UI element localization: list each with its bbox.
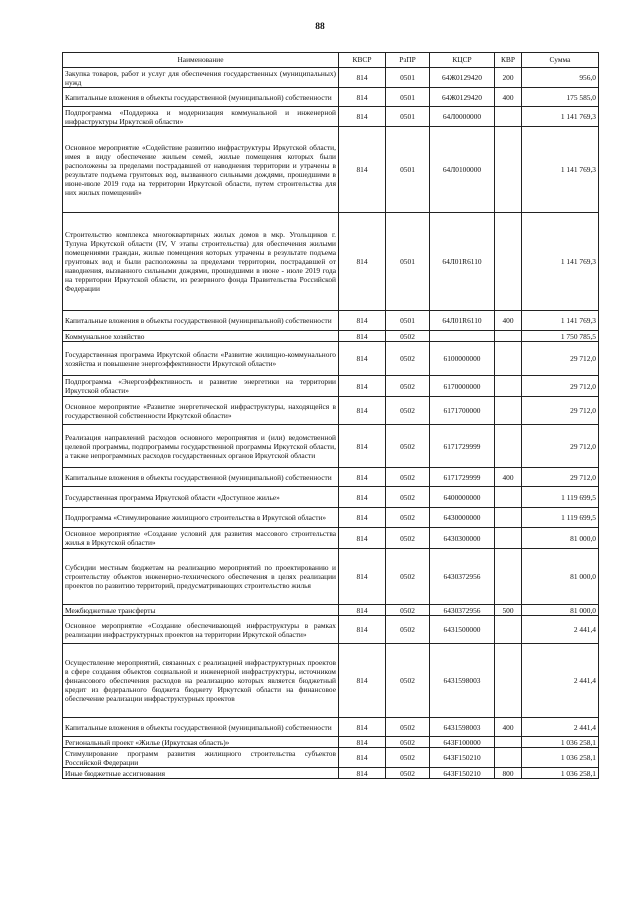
row-name-cell: Региональный проект «Жилье (Иркутская область)»	[63, 737, 339, 748]
row-kcsr-cell: 6400000000	[430, 487, 495, 508]
table-body	[63, 68, 599, 779]
row-rzpr-cell: 0502	[386, 425, 430, 468]
row-kvr-cell: 200	[495, 68, 522, 88]
row-name-cell: Капитальные вложения в объекты государственной (муниципальной) собственности	[63, 311, 339, 331]
row-kvsr-cell: 814	[339, 605, 386, 616]
row-kcsr-cell: 643F150210	[430, 748, 495, 768]
table-row	[63, 88, 599, 107]
col-header-name: Наименование	[63, 53, 339, 68]
row-kvsr-cell: 814	[339, 342, 386, 376]
row-rzpr-cell: 0501	[386, 88, 430, 107]
row-kcsr-cell: 643F150210	[430, 768, 495, 779]
budget-table	[62, 52, 599, 779]
page-number: 88	[315, 22, 325, 32]
table-row	[63, 748, 599, 768]
row-rzpr-cell: 0501	[386, 107, 430, 127]
row-kvsr-cell: 814	[339, 508, 386, 528]
table-row	[63, 616, 599, 644]
row-kvr-cell: 400	[495, 88, 522, 107]
row-sum-cell: 2 441,4	[522, 644, 599, 718]
row-kcsr-cell: 6430372956	[430, 605, 495, 616]
row-sum-cell: 1 036 258,1	[522, 768, 599, 779]
row-sum-cell: 2 441,4	[522, 616, 599, 644]
row-kvr-cell: 400	[495, 311, 522, 331]
row-kvsr-cell: 814	[339, 107, 386, 127]
row-kvr-cell	[495, 342, 522, 376]
table-row	[63, 397, 599, 425]
row-name-cell: Подпрограмма «Энергоэффективность и развитие энергетики на территории Иркутской области»	[63, 376, 339, 397]
row-kvr-cell	[495, 127, 522, 213]
row-sum-cell: 1 119 699,5	[522, 487, 599, 508]
row-sum-cell: 175 585,0	[522, 88, 599, 107]
table-row	[63, 376, 599, 397]
row-rzpr-cell: 0502	[386, 768, 430, 779]
row-kvsr-cell: 814	[339, 425, 386, 468]
row-kcsr-cell: 643F100000	[430, 737, 495, 748]
table-row	[63, 311, 599, 331]
table-row	[63, 768, 599, 779]
row-name-cell: Стимулирование программ развития жилищного строительства субъектов Российской Федерации	[63, 748, 339, 768]
row-name-cell: Закупка товаров, работ и услуг для обеспечения государственных (муниципальных) нужд	[63, 68, 339, 88]
row-sum-cell: 1 141 769,3	[522, 107, 599, 127]
row-rzpr-cell: 0501	[386, 68, 430, 88]
row-sum-cell: 29 712,0	[522, 425, 599, 468]
row-rzpr-cell: 0502	[386, 468, 430, 487]
row-sum-cell: 1 750 785,5	[522, 331, 599, 342]
row-kvsr-cell: 814	[339, 127, 386, 213]
header-row	[63, 53, 599, 68]
row-sum-cell: 29 712,0	[522, 376, 599, 397]
row-kcsr-cell: 6430372956	[430, 549, 495, 605]
row-kvsr-cell: 814	[339, 616, 386, 644]
row-kcsr-cell: 6431598003	[430, 718, 495, 737]
row-kcsr-cell: 6170000000	[430, 376, 495, 397]
table-row	[63, 528, 599, 549]
table-row	[63, 331, 599, 342]
row-rzpr-cell: 0501	[386, 213, 430, 311]
row-kvsr-cell: 814	[339, 768, 386, 779]
row-kcsr-cell: 64Л01R6110	[430, 311, 495, 331]
row-kvr-cell	[495, 487, 522, 508]
row-kvr-cell	[495, 644, 522, 718]
row-kvsr-cell: 814	[339, 549, 386, 605]
row-kvr-cell: 800	[495, 768, 522, 779]
row-kcsr-cell: 6430000000	[430, 508, 495, 528]
row-kvr-cell: 500	[495, 605, 522, 616]
row-sum-cell: 1 141 769,3	[522, 127, 599, 213]
row-rzpr-cell: 0501	[386, 311, 430, 331]
row-rzpr-cell: 0502	[386, 737, 430, 748]
row-kvsr-cell: 814	[339, 68, 386, 88]
col-header-kcsr: КЦСР	[430, 53, 495, 68]
row-rzpr-cell: 0502	[386, 718, 430, 737]
row-sum-cell: 1 141 769,3	[522, 213, 599, 311]
row-rzpr-cell: 0502	[386, 616, 430, 644]
row-sum-cell: 81 000,0	[522, 549, 599, 605]
table-row	[63, 425, 599, 468]
row-kvsr-cell: 814	[339, 737, 386, 748]
row-kvsr-cell: 814	[339, 528, 386, 549]
row-kvsr-cell: 814	[339, 644, 386, 718]
row-kvr-cell	[495, 616, 522, 644]
row-kvsr-cell: 814	[339, 397, 386, 425]
row-kvsr-cell: 814	[339, 487, 386, 508]
row-name-cell: Государственная программа Иркутской области «Развитие жилищно-коммунального хозяйства и повышение энергоэффективности Иркутской области»	[63, 342, 339, 376]
row-sum-cell: 81 000,0	[522, 605, 599, 616]
row-name-cell: Основное мероприятие «Создание обеспечивающей инфраструктуры в рамках реализации инфраструктурных проектов на территории Иркутской области»	[63, 616, 339, 644]
row-kcsr-cell: 6171700000	[430, 397, 495, 425]
row-kvsr-cell: 814	[339, 718, 386, 737]
row-name-cell: Основное мероприятие «Развитие энергетической инфраструктуры, находящейся в государственной собственности Иркутской области»	[63, 397, 339, 425]
row-kvr-cell	[495, 331, 522, 342]
row-kvr-cell	[495, 549, 522, 605]
row-kvsr-cell: 814	[339, 376, 386, 397]
row-name-cell: Иные бюджетные ассигнования	[63, 768, 339, 779]
row-kcsr-cell	[430, 331, 495, 342]
col-header-kvsr: КВСР	[339, 53, 386, 68]
table-row	[63, 127, 599, 213]
row-rzpr-cell: 0502	[386, 605, 430, 616]
row-kcsr-cell: 64Ж0129420	[430, 88, 495, 107]
row-kvsr-cell: 814	[339, 748, 386, 768]
row-kvr-cell	[495, 107, 522, 127]
row-name-cell: Коммунальное хозяйство	[63, 331, 339, 342]
row-kvsr-cell: 814	[339, 331, 386, 342]
row-sum-cell: 1 119 699,5	[522, 508, 599, 528]
row-name-cell: Межбюджетные трансферты	[63, 605, 339, 616]
row-name-cell: Капитальные вложения в объекты государственной (муниципальной) собственности	[63, 88, 339, 107]
row-name-cell: Капитальные вложения в объекты государственной (муниципальной) собственности	[63, 718, 339, 737]
row-name-cell: Капитальные вложения в объекты государственной (муниципальной) собственности	[63, 468, 339, 487]
row-sum-cell: 29 712,0	[522, 468, 599, 487]
row-kcsr-cell: 64Ж0129420	[430, 68, 495, 88]
row-sum-cell: 1 141 769,3	[522, 311, 599, 331]
row-kvsr-cell: 814	[339, 468, 386, 487]
row-kcsr-cell: 64Л0000000	[430, 107, 495, 127]
row-kcsr-cell: 6431500000	[430, 616, 495, 644]
row-kvr-cell	[495, 528, 522, 549]
row-name-cell: Государственная программа Иркутской области «Доступное жилье»	[63, 487, 339, 508]
table-row	[63, 644, 599, 718]
row-rzpr-cell: 0502	[386, 644, 430, 718]
row-kcsr-cell: 6431598003	[430, 644, 495, 718]
row-kvr-cell: 400	[495, 468, 522, 487]
row-sum-cell: 81 000,0	[522, 528, 599, 549]
row-sum-cell: 956,0	[522, 68, 599, 88]
row-kvr-cell	[495, 737, 522, 748]
row-rzpr-cell: 0502	[386, 549, 430, 605]
table-row	[63, 508, 599, 528]
row-rzpr-cell: 0502	[386, 487, 430, 508]
row-rzpr-cell: 0502	[386, 331, 430, 342]
row-rzpr-cell: 0502	[386, 748, 430, 768]
row-kvr-cell	[495, 425, 522, 468]
row-name-cell: Осуществление мероприятий, связанных с реализацией инфраструктурных проектов в сфере создания объектов социальной и инженерной инфраструктуры, источником финансового обеспечения расходов на реализацию которых является бюджетный кредит из федерального бюджета бюджету Иркутской области на финансовое обеспечение реализации инфраструктурных проектов	[63, 644, 339, 718]
row-rzpr-cell: 0502	[386, 508, 430, 528]
row-sum-cell: 29 712,0	[522, 397, 599, 425]
table-row	[63, 718, 599, 737]
col-header-kvr: КВР	[495, 53, 522, 68]
table-row	[63, 342, 599, 376]
row-name-cell: Строительство комплекса многоквартирных жилых домов в мкр. Угольщиков г. Тулуна Иркутской области (IV, V этапы строительства) для обеспечения жилыми помещениями граждан, жилые помещения которых утрачены в результате подъема грунтовых вод и были расположены за пределами территории, пострадавшей от наводнения, вызванного сильными дождями, прошедшими в июне - июле 2019 года на территории Иркутской области, из резервного фонда Правительства Российской Федерации	[63, 213, 339, 311]
row-sum-cell: 1 036 258,1	[522, 737, 599, 748]
table-row	[63, 213, 599, 311]
row-sum-cell: 29 712,0	[522, 342, 599, 376]
row-kvr-cell: 400	[495, 718, 522, 737]
row-kvsr-cell: 814	[339, 88, 386, 107]
col-header-sum: Сумма	[522, 53, 599, 68]
row-name-cell: Подпрограмма «Стимулирование жилищного строительства в Иркутской области»	[63, 508, 339, 528]
table-row	[63, 737, 599, 748]
table-header	[63, 53, 599, 68]
row-kcsr-cell: 6100000000	[430, 342, 495, 376]
row-name-cell: Субсидии местным бюджетам на реализацию мероприятий по проектированию и строительству объектов инженерно-технического обеспечения в целях реализации проектов по развитию территорий, предусматривающих строительство жилья	[63, 549, 339, 605]
row-kcsr-cell: 6430300000	[430, 528, 495, 549]
row-name-cell: Основное мероприятие «Содействие развитию инфраструктуры Иркутской области, имея в виду обеспечение жильем семей, жилые помещения которых были расположены за пределами пострадавшей от наводнения территории и утрачены в результате подъема грунтовых вод, вызванного сильными дождями, прошедшими в июне-июле 2019 года на территории Иркутской области, путем строительства для них жилых помещений»	[63, 127, 339, 213]
table-row	[63, 107, 599, 127]
row-kcsr-cell: 64Л0100000	[430, 127, 495, 213]
col-header-rzpr: РзПР	[386, 53, 430, 68]
table-row	[63, 487, 599, 508]
row-name-cell: Реализация направлений расходов основного мероприятия и (или) ведомственной целевой программы, подпрограммы государственной программы Иркутской области, а также непрограммных расходов государственных органов Иркутской области	[63, 425, 339, 468]
table-row	[63, 605, 599, 616]
table-row	[63, 468, 599, 487]
row-kvsr-cell: 814	[339, 213, 386, 311]
table-row	[63, 549, 599, 605]
row-rzpr-cell: 0502	[386, 342, 430, 376]
row-sum-cell: 2 441,4	[522, 718, 599, 737]
row-name-cell: Подпрограмма «Поддержка и модернизация коммунальной и инженерной инфраструктуры Иркутской области»	[63, 107, 339, 127]
table-row	[63, 68, 599, 88]
row-rzpr-cell: 0502	[386, 397, 430, 425]
row-rzpr-cell: 0502	[386, 528, 430, 549]
row-rzpr-cell: 0501	[386, 127, 430, 213]
row-kvsr-cell: 814	[339, 311, 386, 331]
row-sum-cell: 1 036 258,1	[522, 748, 599, 768]
row-kvr-cell	[495, 508, 522, 528]
row-kvr-cell	[495, 397, 522, 425]
row-kcsr-cell: 6171729999	[430, 468, 495, 487]
row-kcsr-cell: 6171729999	[430, 425, 495, 468]
row-rzpr-cell: 0502	[386, 376, 430, 397]
row-name-cell: Основное мероприятие «Создание условий для развития массового строительства жилья в Иркутской области»	[63, 528, 339, 549]
row-kvr-cell	[495, 213, 522, 311]
row-kvr-cell	[495, 748, 522, 768]
row-kcsr-cell: 64Л01R6110	[430, 213, 495, 311]
row-kvr-cell	[495, 376, 522, 397]
